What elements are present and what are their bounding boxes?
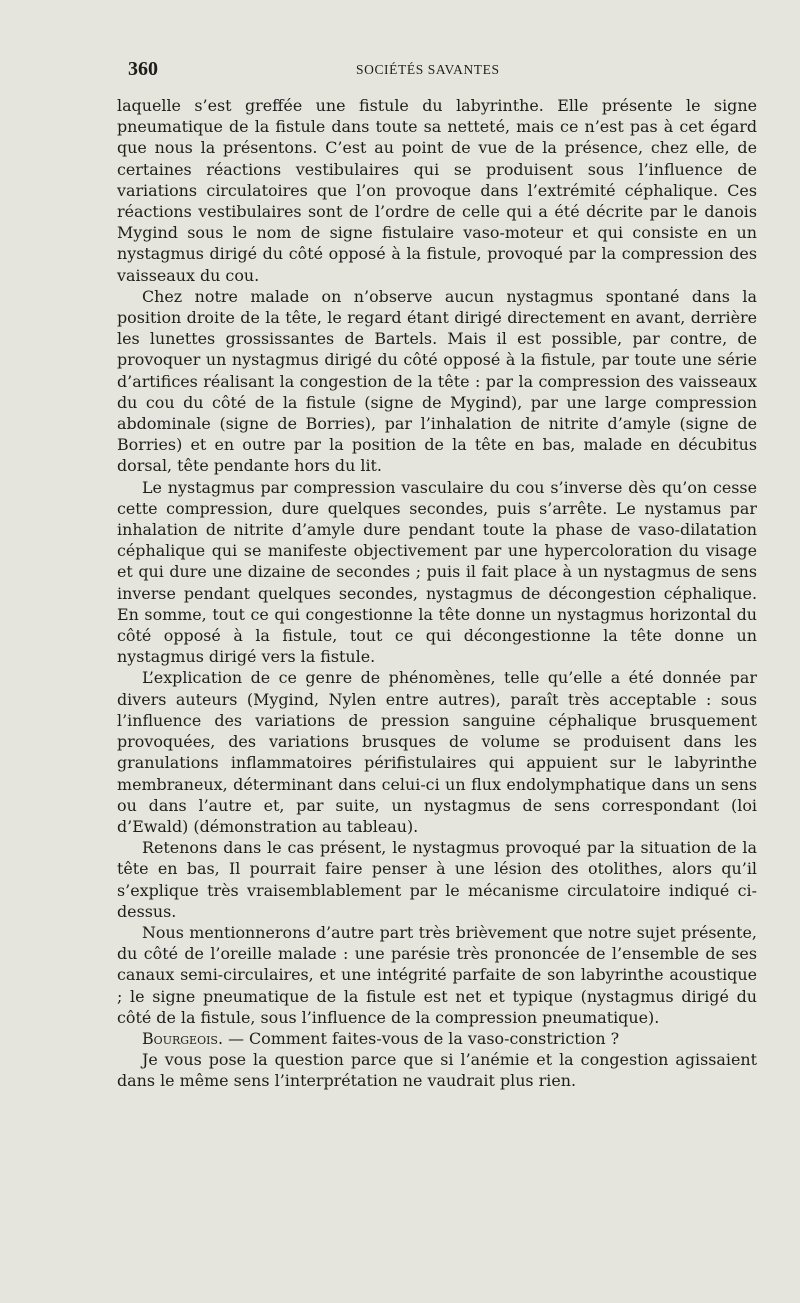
speaker-question: — Comment faites-vous de la vaso-constriction ? — [223, 1028, 620, 1048]
dialogue-line — [117, 1028, 757, 1049]
running-head: SOCIÉTÉS SAVANTES — [356, 62, 500, 77]
page-header — [128, 58, 768, 84]
paragraph: Je vous pose la question parce que si l’anémie et la congestion agissaient dans le même sens l’interprétation ne vaudrait plus rien. — [117, 1050, 757, 1091]
paragraph: Retenons dans le cas présent, le nystagmus provoqué par la situation de la tête en bas, Il pourrait faire penser à une lésion des otolithes, alors qu’il s’explique très vraisemblablement par le mécanisme circulatoire indiqué ci-dessus. — [117, 838, 757, 921]
body-text — [117, 95, 757, 1092]
speaker-name: Bourgeois. — [142, 1028, 224, 1048]
page-number: 360 — [128, 58, 158, 80]
paragraph: Le nystagmus par compression vasculaire du cou s’inverse dès qu’on cesse cette compression, dure quelques secondes, puis s’arrête. Le nystamus par inhalation de nitrite d’amyle dure pendant toute la phase de vaso-dilatation céphalique qui se manifeste objectivement par une hypercoloration du visage et qui dure une dizaine de secondes ; puis il fait place à un nystagmus de sens inverse pendant quelques secondes, nystagmus de décongestion céphalique. En somme, tout ce qui congestionne la tête donne un nystagmus horizontal du côté opposé à la fistule, tout ce qui décongestionne la tête donne un nystagmus dirigé vers la fistule. — [117, 477, 757, 667]
paragraph: Nous mentionnerons d’autre part très brièvement que notre sujet présente, du côté de l’oreille malade : une parésie très prononcée de l’ensemble de ses canaux semi-circulaires, et une intégrité parfaite de son labyrinthe acoustique ; le signe pneumatique de la fistule est net et typique (nystagmus dirigé du côté de la fistule, sous l’influence de la compression pneumatique). — [117, 922, 757, 1027]
paragraph: Chez notre malade on n’observe aucun nystagmus spontané dans la position droite de la tête, le regard étant dirigé directement en avant, derrière les lunettes grossissantes de Bartels. Mais il est possible, par contre, de provoquer un nystagmus dirigé du côté opposé à la fistule, par toute une série d’artifices réalisant la congestion de la tête : par la compression des vaisseaux du cou du côté de la fistule (signe de Mygind), par une large compression abdominale (signe de Borries), par l’inhalation de nitrite d’amyle (signe de Borries) et en outre par la position de la tête en bas, malade en décubitus dorsal, tête pendante hors du lit. — [117, 286, 757, 476]
paragraph: L’explication de ce genre de phénomènes, telle qu’elle a été donnée par divers auteurs (Mygind, Nylen entre autres), paraît très acceptable : sous l’influence des variations de pression sanguine céphalique brusquement provoquées, des variations brusques de volume se produisent dans les granulations inflammatoires périfistulaires qui appuient sur le labyrinthe membraneux, déterminant dans celui-ci un flux endolymphatique dans un sens ou dans l’autre et, par suite, un nystagmus de sens correspondant (loi d’Ewald) (démonstration au tableau). — [117, 668, 757, 836]
paragraph: laquelle s’est greffée une fistule du labyrinthe. Elle présente le signe pneumatique de la fistule dans toute sa netteté, mais ce n’est pas à cet égard que nous la présentons. C’est au point de vue de la présence, chez elle, de certaines réactions vestibulaires qui se produisent sous l’influence de variations circulatoires que l’on provoque dans l’extrémité céphalique. Ces réactions vestibulaires sont de l’ordre de celle qui a été décrite par le danois Mygind sous le nom de signe fistulaire vaso-moteur et qui consiste en un nystagmus dirigé du côté opposé à la fistule, provoqué par la compression des vaisseaux du cou. — [117, 96, 757, 285]
